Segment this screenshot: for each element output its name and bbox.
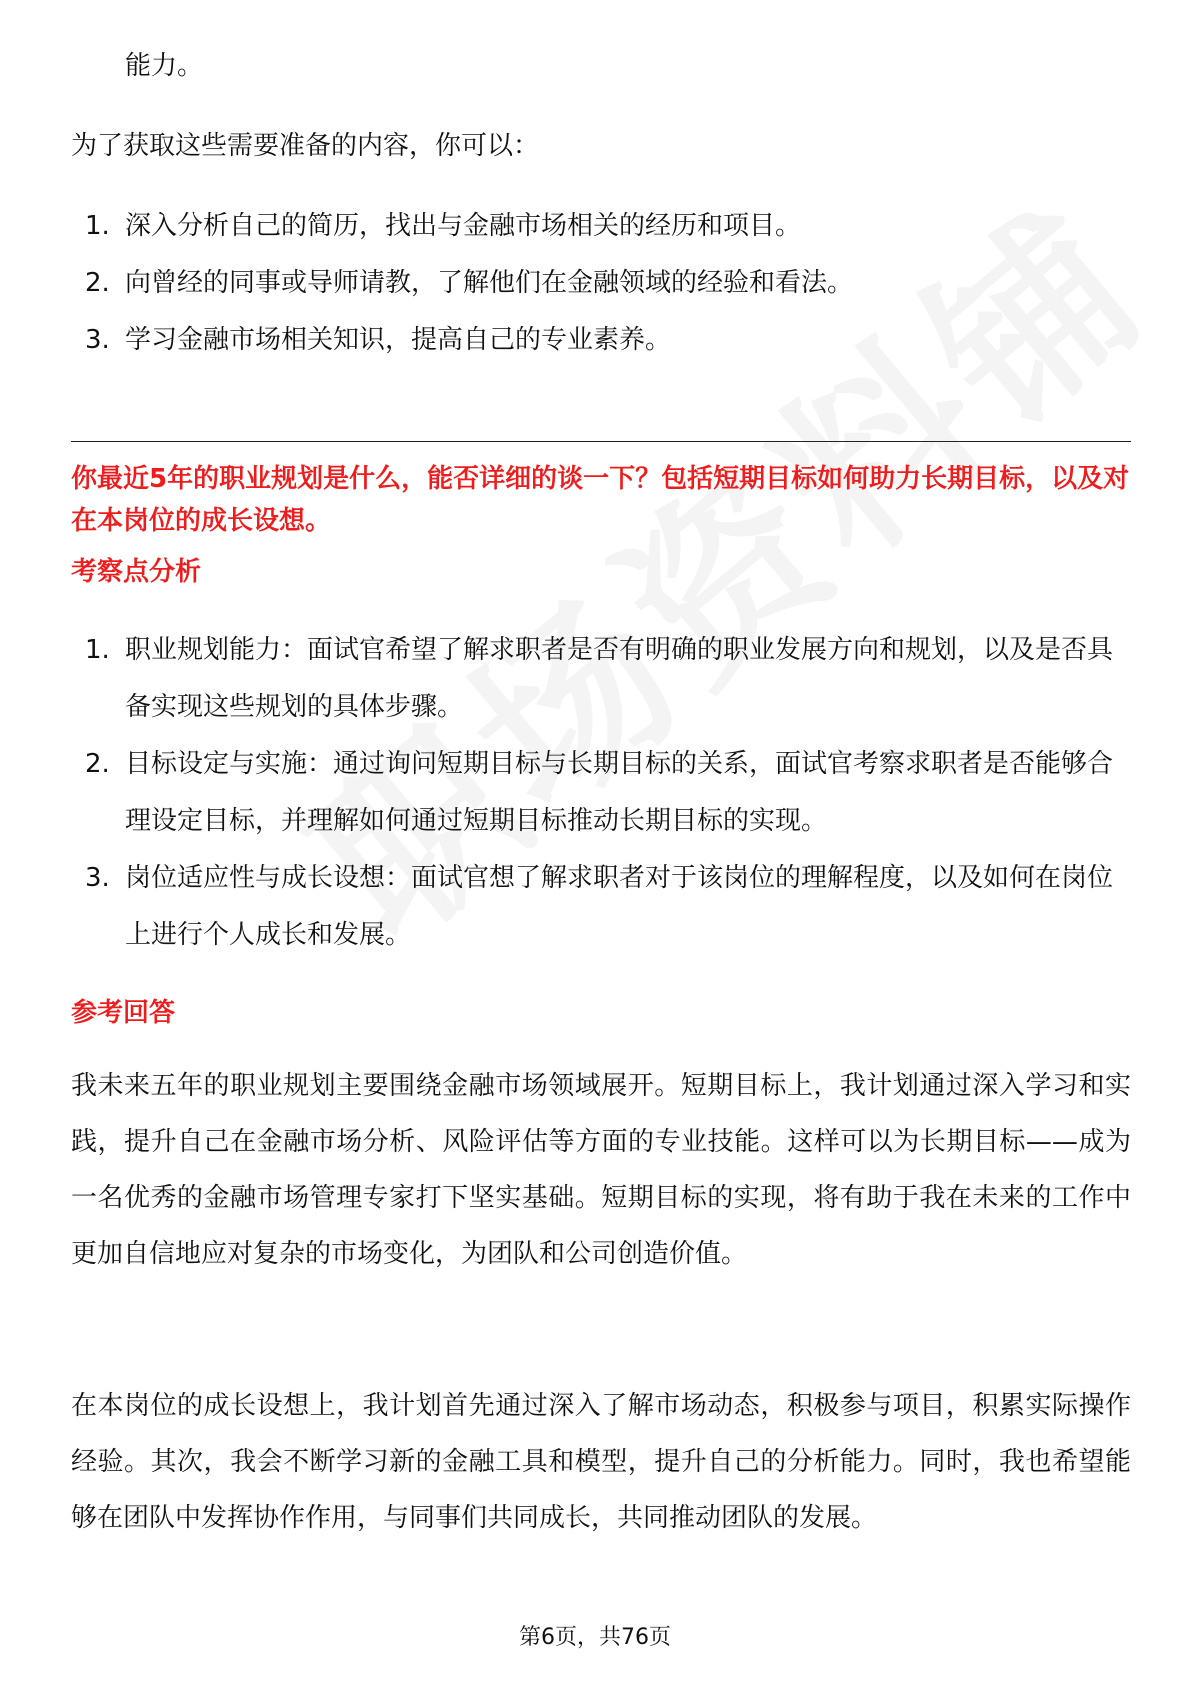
list-text: 深入分析自己的简历，找出与金融市场相关的经历和项目。 xyxy=(125,211,802,241)
prep-intro-text: 为了获取这些需要准备的内容，你可以： xyxy=(71,131,540,161)
list-item xyxy=(71,312,1131,369)
list-number: 2. xyxy=(85,268,110,298)
page-number: 第6页，共76页 xyxy=(519,1625,671,1650)
analysis-list xyxy=(71,622,1131,964)
answer-section xyxy=(71,993,1131,1033)
answer-text: 我未来五年的职业规划主要围绕金融市场领域展开。短期目标上，我计划通过深入学习和实践，提升自己在金融市场分析、风险评估等方面的专业技能。这样可以为长期目标——成为一名优秀的金融市场管理专家打下坚实基础。短期目标的实现，将有助于我在未来的工作中更加自信地应对复杂的市场变化，为团队和公司创造价值。 xyxy=(71,1071,1131,1269)
list-item xyxy=(71,736,1131,850)
list-number: 2. xyxy=(85,749,110,779)
list-item xyxy=(71,850,1131,964)
prep-intro xyxy=(71,118,1131,175)
answer-text: 在本岗位的成长设想上，我计划首先通过深入了解市场动态，积极参与项目，积累实际操作经验。其次，我会不断学习新的金融工具和模型，提升自己的分析能力。同时，我也希望能够在团队中发挥协作作用，与同事们共同成长，共同推动团队的发展。 xyxy=(71,1391,1131,1533)
analysis-heading: 考察点分析 xyxy=(71,557,202,587)
answer-paragraph-1 xyxy=(71,1058,1131,1282)
list-item xyxy=(71,255,1131,312)
list-number: 1. xyxy=(85,635,110,665)
section-divider xyxy=(71,441,1131,442)
list-text: 学习金融市场相关知识，提高自己的专业素养。 xyxy=(125,325,672,355)
continuation-line xyxy=(71,38,1131,95)
list-text: 岗位适应性与成长设想：面试官想了解求职者对于该岗位的理解程度，以及如何在岗位上进行个人成长和发展。 xyxy=(125,863,1114,950)
question-block xyxy=(71,458,1131,542)
prep-list xyxy=(71,198,1131,369)
list-number: 1. xyxy=(85,211,110,241)
list-text: 向曾经的同事或导师请教，了解他们在金融领域的经验和看法。 xyxy=(125,268,854,298)
continuation-text: 能力。 xyxy=(125,51,204,81)
question-title: 你最近5年的职业规划是什么，能否详细的谈一下？包括短期目标如何助力长期目标，以及对在本岗位的成长设想。 xyxy=(71,464,1130,536)
list-number: 3. xyxy=(85,863,110,893)
list-item xyxy=(71,622,1131,736)
list-text: 职业规划能力：面试官希望了解求职者是否有明确的职业发展方向和规划，以及是否具备实现这些规划的具体步骤。 xyxy=(125,635,1114,722)
list-number: 3. xyxy=(85,325,110,355)
answer-heading: 参考回答 xyxy=(71,998,176,1028)
list-text: 目标设定与实施：通过询问短期目标与长期目标的关系，面试官考察求职者是否能够合理设定目标，并理解如何通过短期目标推动长期目标的实现。 xyxy=(125,749,1114,836)
analysis-section xyxy=(71,552,1131,592)
answer-paragraph-2 xyxy=(71,1378,1131,1546)
list-item xyxy=(71,198,1131,255)
